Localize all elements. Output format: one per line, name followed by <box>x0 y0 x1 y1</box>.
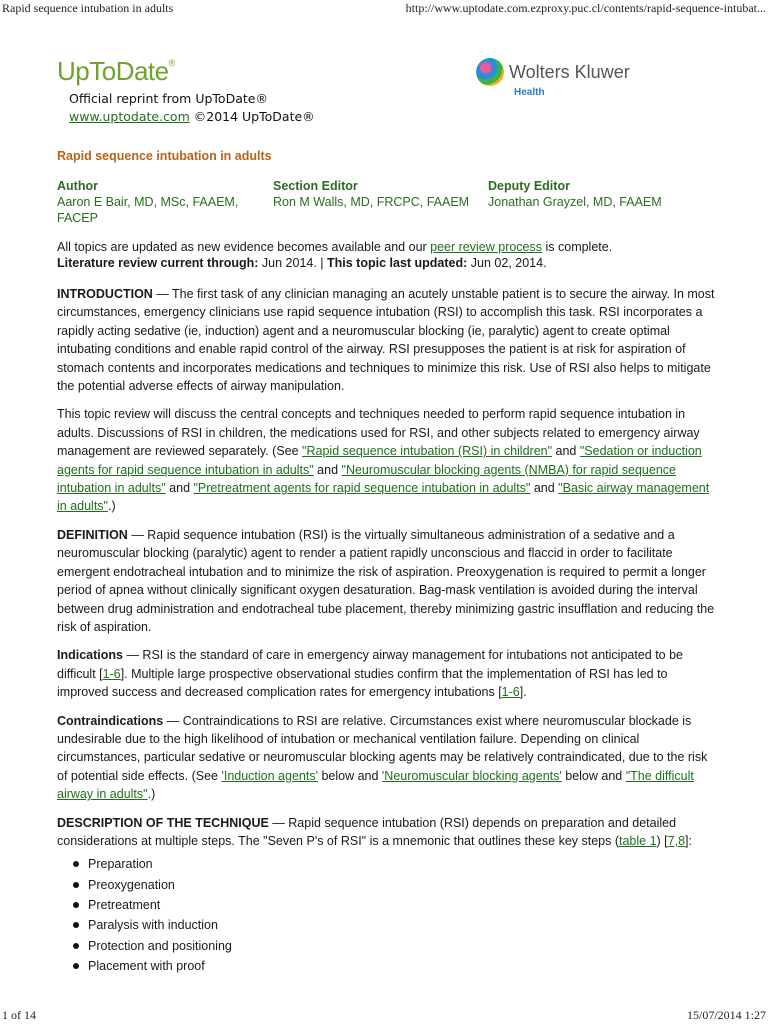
article-body <box>57 239 717 976</box>
definition-paragraph: DEFINITION — Rapid sequence intubation (RSI) is the virtually simultaneous administration of a sedative and a neuromuscular blocking (paralytic) agent to render a patient rapidly unconscious and flaccid in order to facilitate emergent endotracheal intubation and to minimize the risk of aspiration. Preoxygenation is required to permit a longer period of apnea without clinically significant oxygen desaturation. Bag-mask ventilation is avoided during the interval between drug administration and endotracheal tube placement, thereby minimizing gastric insufflation and reducing the risk of aspiration. <box>57 527 715 634</box>
list-item: Paralysis with induction <box>73 915 717 935</box>
link-difficult-airway[interactable]: "The difficult airway in adults" <box>57 768 694 802</box>
contraindications-heading: Contraindications <box>57 713 164 728</box>
publisher-sub: Health <box>514 87 545 98</box>
link-rsi-children[interactable]: "Rapid sequence intubation (RSI) in children" <box>302 444 553 459</box>
technique-paragraph: DESCRIPTION OF THE TECHNIQUE — Rapid sequence intubation (RSI) depends on preparation and detailed considerations at multiple steps. The "Seven P's of RSI" is a mnemonic that outlines these key steps (table 1) [7,8]: <box>57 815 692 848</box>
uptodate-logo: UpToDate® <box>57 56 175 86</box>
article-title: Rapid sequence intubation in adults <box>57 149 272 163</box>
introduction-paragraph: INTRODUCTION — The first task of any clinician managing an acutely unstable patient is to secure the airway. In most circumstances, emergency clinicians use rapid sequence intubation (RSI) to accomplish this task. RSI incorporates a rapidly acting sedative (ie, induction) agent and a neuromuscular blocking (ie, paralytic) agent to create optimal intubating conditions and enable rapid control of the airway. RSI presupposes the patient is at risk for aspiration of stomach contents and incorporates medications and techniques to minimize this risk. Use of RSI also helps to mitigate the potential adverse effects of airway manipulation. <box>57 287 715 394</box>
section-editor-name: Ron M Walls, MD, FRCPC, FAAEM <box>273 195 470 209</box>
link-pretreatment[interactable]: "Pretreatment agents for rapid sequence intubation in adults" <box>193 481 531 496</box>
deputy-editor-block: Deputy Editor Jonathan Grayzel, MD, FAAEM <box>488 178 728 210</box>
list-item: Preoxygenation <box>73 875 717 895</box>
ref-link[interactable]: 7,8 <box>667 833 686 848</box>
contraindications-paragraph: Contraindications — Contraindications to RSI are relative. Circumstances exist where neuromuscular blockade is undesirable due to the high likelihood of intubation or mechanical ventilation failure. Depending on clinical circumstances, particular sedative or neuromuscular blocking agents may be relatively contraindicated, due to the risk of potential side effects. (See 'Induction agents' below and 'Neuromuscular blocking agents' below and "The difficult airway in adults".) <box>57 713 708 802</box>
author-block: Author Aaron E Bair, MD, MSc, FAAEM, FACEP <box>57 178 257 226</box>
definition-heading: DEFINITION <box>57 527 128 542</box>
print-footer-page: 1 of 14 <box>2 1008 36 1022</box>
introduction-heading: INTRODUCTION <box>57 287 153 301</box>
publisher-name: Wolters Kluwer <box>509 62 630 82</box>
update-notice: All topics are updated as new evidence becomes available and our peer review process is complete. Literature review current through: Jun 2014. | This topic last updated: Jun 02, 2014. <box>57 240 613 270</box>
link-sedation-agents[interactable]: "Sedation or induction agents for rapid sequence intubation in adults" <box>57 444 702 477</box>
author-name: Aaron E Bair, MD, MSc, FAAEM, FACEP <box>57 195 239 225</box>
ref-link[interactable]: 1-6 <box>501 685 520 700</box>
list-item: Pretreatment <box>73 895 717 915</box>
reprint-notice <box>69 90 315 126</box>
list-item: Placement with proof <box>73 956 717 976</box>
link-nm-blocking-agents[interactable]: 'Neuromuscular blocking agents' <box>381 768 562 783</box>
print-header-url: http://www.uptodate.com.ezproxy.puc.cl/contents/rapid-sequence-intubat... <box>405 1 766 15</box>
peer-review-link[interactable]: peer review process <box>430 240 543 254</box>
deputy-editor-name: Jonathan Grayzel, MD, FAAEM <box>488 195 662 209</box>
list-item: Preparation <box>73 854 717 874</box>
link-nmba[interactable]: "Neuromuscular blocking agents (NMBA) for rapid sequence intubation in adults" <box>57 462 676 496</box>
indications-paragraph: Indications — RSI is the standard of care in emergency airway management for intubations not anticipated to be difficult [1-6]. Multiple large prospective observational studies confirm that the implementation of RSI has led to improved success and decreased complication rates for emergency intubations [1-6]. <box>57 648 684 700</box>
uptodate-site-link[interactable]: www.uptodate.com <box>69 109 190 124</box>
section-editor-block: Section Editor Ron M Walls, MD, FRCPC, FAAEM <box>273 178 483 210</box>
list-item: Protection and positioning <box>73 936 717 956</box>
indications-heading: Indications <box>57 648 123 663</box>
print-header-title: Rapid sequence intubation in adults <box>2 1 174 15</box>
link-basic-airway[interactable]: "Basic airway management in adults" <box>57 481 710 514</box>
ref-link[interactable]: 1-6 <box>102 666 121 681</box>
link-induction-agents[interactable]: 'Induction agents' <box>221 768 318 783</box>
technique-heading: DESCRIPTION OF THE TECHNIQUE <box>57 815 269 830</box>
seven-ps-list <box>57 854 717 976</box>
globe-icon <box>476 58 504 86</box>
link-table-1[interactable]: table 1 <box>619 833 657 848</box>
print-footer-datetime: 15/07/2014 1:27 <box>686 1008 766 1022</box>
copyright: ©2014 UpToDate® <box>193 109 315 124</box>
reprint-text: Official reprint from UpToDate® <box>69 91 268 106</box>
scope-paragraph: This topic review will discuss the central concepts and techniques needed to perform rapid sequence intubation in adults. Discussions of RSI in children, the medications used for RSI, and other subjects related to emergency airway management are reviewed separately. (See "Rapid sequence intubation (RSI) in children" and "Sedation or induction agents for rapid sequence intubation in adults" and "Neuromuscular blocking agents (NMBA) for rapid sequence intubation in adults" and "Pretreatment agents for rapid sequence intubation in adults" and "Basic airway management in adults".) <box>57 407 710 514</box>
